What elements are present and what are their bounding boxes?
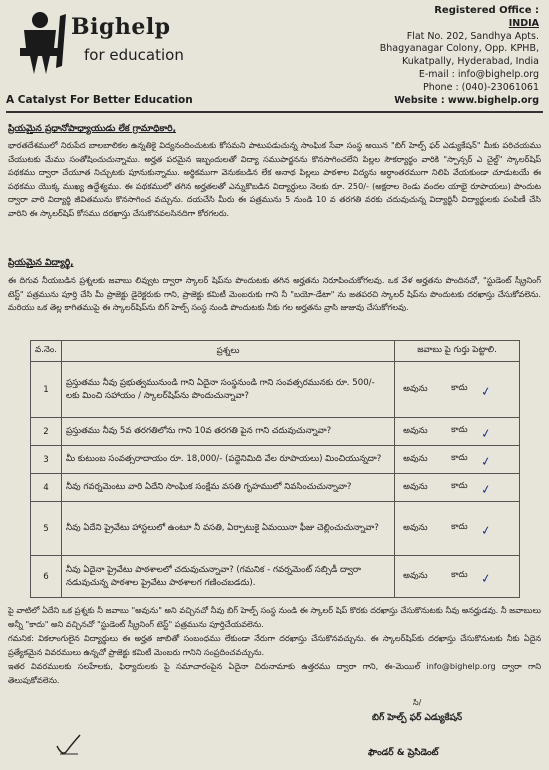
yes-option[interactable]: అవును <box>403 383 428 394</box>
no-option[interactable]: కాదు <box>451 382 468 393</box>
instructions-paragraph: ఈ దిగువ నీయబడిన ప్రశ్నలకు జవాబు లివ్వుట ద్వారా స్కాలర్ షిప్‌ను పొందుటకు తగిన అర్హతను నిరూపించుకోగలవు. ఒక వేళ అర్హతను పొందినచో, "స్టుడెంట్ స్క్రీనింగ్ టెస్ట్" పత్రమును పూర్తి చేసి మీ ప్రాజెక్టు డైరెక్టరుకు గాని, ప్రాజెక్టు కమిటీ మెంబరుకు గాని నీ "బయో-డేటా" ను జతపరచి స్కాలర్ షిప్‌ను పొందుటకు దరఖాస్తు చేసుకోవలెను. మరియు ఒక తెల్ల కాగితముపై ఈ స్కాలర్‌షిప్‌ను బిగ్ హెల్ప్ సంస్థ నుండి పొందుటకు నీకు గల అర్హతను వ్రాసి జుజువు చేసుకోగలవు. <box>8 275 541 313</box>
answer-cell <box>395 556 520 598</box>
signature-title: ఫౌండర్ & ప్రెసిడెంట్ <box>368 748 439 758</box>
signature-org: బిగ్ హెల్ప్ ఫర్ ఎడ్యుకేషన్ <box>372 713 463 723</box>
office-address <box>239 5 539 107</box>
row-question: మీ కుటుంబ సంవత్సరాదాయం రూ. 18,000/- (పద్దెనిమిది వేల రూపాయలు) మించియున్నదా? <box>61 446 394 474</box>
org-name: Bighelp <box>71 14 171 40</box>
row-question: ప్రస్తుతము నీవు 5వ తరగతిలోను గాని 10వ తరగతి పైన గాని చదువుచున్నావా? <box>61 418 394 446</box>
tick-mark-icon: ✓ <box>479 453 493 469</box>
answer-cell <box>395 362 520 418</box>
address-line-1: Flat No. 202, Sandhya Apts. <box>406 30 539 42</box>
row-question: నీవు ఏదేని ప్రైవేటు హాస్టలులో ఉంటూ నీ వసతి, ఏర్పాటుకై ఏమయినా ఫీజు చెల్లించుచున్నావా? <box>61 502 394 556</box>
eligibility-table <box>30 340 520 598</box>
phone-text: Phone : (040)-23061061 <box>423 81 539 93</box>
row-number: 1 <box>31 362 62 418</box>
ineligibility-note: పై వాటిలో ఏదేని ఒక ప్రశ్నకు నీ జవాబు "అవును" అని వచ్చినచో నీవు బిగ్ హెల్ప్ సంస్థ నుండి ఈ స్కాలర్ షిప్ కొరకు దరఖాస్తు చేసుకొనుటకు నీవు అనర్హుడవు. నీ జవాబులు అన్నీ "కాదు" అని వచ్చినచో "స్టుడెంట్ స్క్రీనింగ్ టెస్ట్" పత్రమును పూర్తిచేయవలెను. <box>8 605 541 629</box>
row-number: 5 <box>31 502 62 556</box>
no-option[interactable]: కాదు <box>451 452 468 463</box>
row-question: నీవు ఏదైనా ప్రైవేటు పాఠశాలలో చదువుచున్నావా? (గమనిక - గవర్నమెంట్ సబ్సిడీ ద్వారా నడువుచున్న పాఠశాల ప్రైవేటు పాఠశాలగ గణించబడదు). <box>61 556 394 598</box>
row-number: 3 <box>31 446 62 474</box>
table-row <box>31 418 520 446</box>
table-row <box>31 474 520 502</box>
office-title: Registered Office : <box>434 5 539 16</box>
answer-cell <box>395 502 520 556</box>
tick-mark-icon: ✓ <box>479 383 493 399</box>
handicapped-note: గమనిక: వికలాంగులైన విద్యార్థులు ఈ అర్హత జాబితో సంబంధము లేకుండా నేరుగా దరఖాస్తు చేసుకొనవచ్చును. ఈ స్కాలర్‌షిప్‌కు దరఖాస్తు చేసుకొనుటకు నీకు ఏదైన ప్రత్యేకమైన వివరములు ఉన్నచో ప్రాజెక్టు కమిటీ మెంబరు గానిని సంప్రదించవచ్చును. <box>8 633 541 657</box>
table-row <box>31 502 520 556</box>
no-option[interactable]: కాదు <box>451 424 468 435</box>
answer-cell <box>395 446 520 474</box>
salutation-student: ప్రియమైన విద్యార్థి, <box>8 258 74 268</box>
tagline: A Catalyst For Better Education <box>6 94 193 106</box>
intro-paragraph: భారతదేశములో నిరుపేద బాలబాలికల ఉన్నతికై విద్యనందించుటకు కోసమని పాటుపడుచున్న సాంఘిక సేవా సంస్థ అయిన "బిగ్ హెల్ప్ ఫర్ ఎడ్యుకేషన్" మీకు పరిచయము చేయుటకు మేము సంతోషించుచున్నాము. అర్హత పరమైన ఇబ్బందులతో విద్యా సముపార్జనను కొనసాగించలేని పిల్లల సౌకర్యార్థం వారికి "స్పాన్సర్ ఎ చైల్డ్" స్కాలర్‌షిప్ పథకము ద్వారా చేయూత నిచ్చుటకు పూనుకున్నాము. అర్థికముగా వెనుకబడిన లేక అనాథ పిల్లలు పాఠశాల విద్యను అర్ధాంతరముగా నిలిపి వేయకుండా చూడుటయే ఈ పథకము యొక్క ముఖ్య ఉద్దేశ్యము. ఈ పథకములో తగిన అర్హతలతో ఎన్నుకొబడిన విద్యార్ధులు నెలకు రూ. 250/- (అక్షరాల రెండు వందల యాభై రూపాయలు) పొందుట ద్వారా వారి విద్యార్థి జీవితమును కొనసాగించ వచ్చును. దయచేసి మీరు ఈ పత్రమును 5 నుండి 10 వ తరగతి వరకు చదువుచున్న విద్యార్థినీ విద్యార్థులకు పంపిణీ చేసి వారిని ఈ స్కాలర్‌షిప్ కోసము దరఖాస్తు చేసుకొనవలసినదిగా కోరగలరు. <box>8 140 541 218</box>
yes-option[interactable]: అవును <box>403 522 428 533</box>
header-number: వ.నెం. <box>31 341 62 362</box>
salutation-headmaster: ప్రియమైన ప్రధానోపాధ్యాయుడు లేక గ్రామాధికారి, <box>8 124 177 134</box>
row-number: 4 <box>31 474 62 502</box>
handwritten-signature-icon <box>54 732 84 758</box>
address-line-2: Bhagyanagar Colony, Opp. KPHB, <box>379 43 539 55</box>
tick-mark-icon: ✓ <box>479 425 493 441</box>
yes-option[interactable]: అవును <box>403 481 428 492</box>
bighelp-logo-icon <box>16 8 68 78</box>
yes-option[interactable]: అవును <box>403 425 428 436</box>
tick-mark-icon: ✓ <box>479 481 493 497</box>
no-option[interactable]: కాదు <box>451 480 468 491</box>
tick-mark-icon: ✓ <box>479 522 493 538</box>
row-number: 2 <box>31 418 62 446</box>
table-row <box>31 446 520 474</box>
row-question: ప్రస్తుతము నీవు ప్రభుత్వమునుండి గాని ఏదైనా సంస్థనుండి గాని సంవత్సరమునకు రూ. 500/- లకు మించి సహాయం / స్కాలర్‌షిప్‌ను పొందుచున్నావా? <box>61 362 394 418</box>
answer-cell <box>395 474 520 502</box>
signature-sd: సి/ <box>413 698 422 707</box>
email-text: E-mail : info@bighelp.org <box>418 68 539 80</box>
website-text: Website : www.bighelp.org <box>394 94 539 106</box>
answer-cell <box>395 418 520 446</box>
header-questions: ప్రశ్నలు <box>61 341 394 362</box>
table-row <box>31 362 520 418</box>
yes-option[interactable]: అవును <box>403 453 428 464</box>
row-number: 6 <box>31 556 62 598</box>
office-country: INDIA <box>508 17 539 29</box>
table-header-row <box>31 341 520 362</box>
no-option[interactable]: కాదు <box>451 569 468 580</box>
row-question: నీవు గవర్నమెంటు వారి ఏదేని సాంఘిక సంక్షేమ వసతి గృహములో నివసించుచున్నావా? <box>61 474 394 502</box>
yes-option[interactable]: అవును <box>403 570 428 581</box>
org-subtitle: for education <box>84 46 184 64</box>
tick-mark-icon: ✓ <box>479 570 493 586</box>
header-divider <box>6 111 543 113</box>
address-line-3: Kukatpally, Hyderabad, India <box>401 56 539 68</box>
no-option[interactable]: కాదు <box>451 521 468 532</box>
contact-note: ఇతర వివరములకు సలహేలకు, ఫిర్యాదులకు పై సమాచారంపైన ఏదైనా చిరునామాకు ఉత్తరము ద్వారా గాని, ఈ-మెయిల్ info@bighelp.org ద్వారా గాని తెలుపుకోవలెను. <box>8 661 541 685</box>
table-row <box>31 556 520 598</box>
header-answer: జవాబు పై గుర్తు పెట్టాలి. <box>395 341 520 362</box>
